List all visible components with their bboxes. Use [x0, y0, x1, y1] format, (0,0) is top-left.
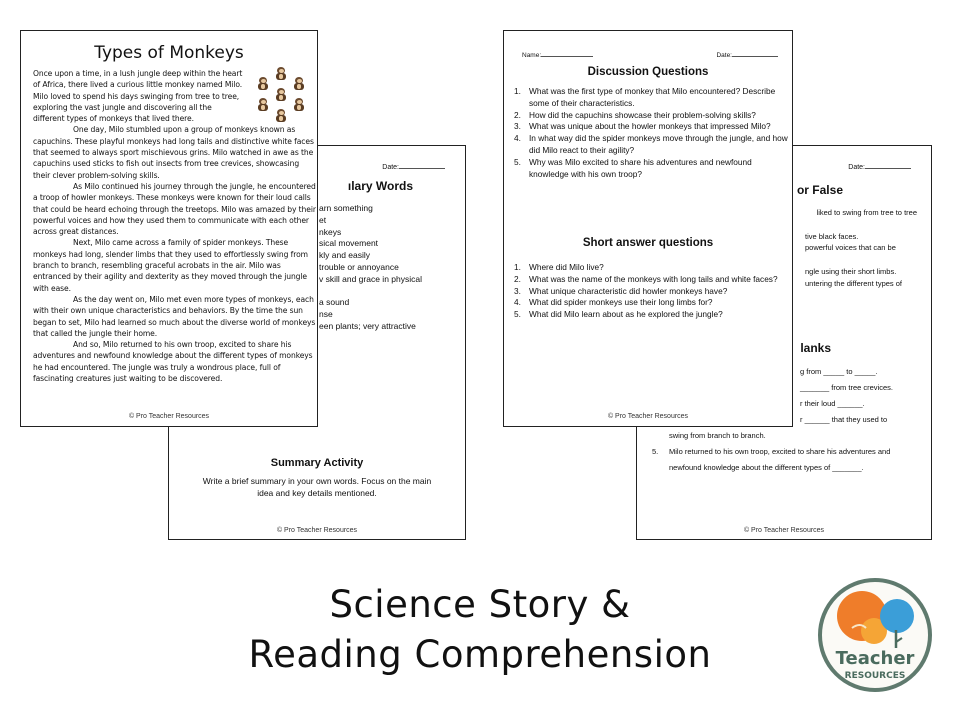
story-paragraph: One day, Milo stumbled upon a group of monkeys known as capuchins. These playful monkeys had long tails and distinctive white faces that seemed to always sport mischievous grins. Milo watched in awe as the capuchins used sticks to fish out insects from tree crevices, showcasing their clever problem-solving skills.	[33, 125, 314, 180]
story-paragraph: Once upon a time, in a lush jungle deep within the heart of Africa, there lived a curious little monkey named Milo. Milo loved to spend his days swinging from tree to tree, exploring the vast jungle and discovering all the different types of monkeys that lived there.	[33, 69, 243, 124]
story-text	[33, 68, 318, 384]
story-paragraph: And so, Milo returned to his own troop, excited to share his adventures and newfound knowledge about the different types of monkeys he had encountered. The jungle was truly a wondrous place, full of fascinating creatures just waiting to be discovered.	[33, 340, 313, 384]
vocab-item: trouble or annoyance	[319, 261, 399, 272]
fill-blank-item: r their loud ______.	[800, 399, 865, 408]
fill-blank-item: Milo returned to his own troop, excited to share his adventures and newfound knowledge about the different types of _______.	[669, 447, 891, 472]
question-item: 4. What did spider monkeys use their long limbs for?	[514, 297, 713, 308]
vocabulary-title: ılary Words	[347, 179, 413, 193]
story-page	[20, 30, 318, 427]
vocabulary-list	[319, 203, 422, 333]
tf-item: untering the different types of	[805, 278, 903, 288]
vocab-item: kly and easily	[319, 250, 371, 261]
svg-text:RESOURCES: RESOURCES	[844, 671, 906, 681]
tf-item: liked to swing from tree to tree	[816, 208, 917, 217]
discussion-questions-title: Discussion Questions	[587, 66, 709, 78]
fill-blanks-title: lanks	[800, 341, 831, 355]
story-paragraph: As Milo continued his journey through the jungle, he encountered a troop of howler monkeys. These monkeys were known for their loud calls that could be heard echoing through the treetops. Milo was amazed by their powerful voices and how they used them to communicate with each other across great distances.	[33, 181, 316, 237]
copyright-footer: © Pro Teacher Resources	[743, 527, 825, 534]
vocab-item: et	[319, 214, 327, 225]
summary-activity-title: Summary Activity	[270, 457, 364, 469]
slide-title-line-2: Reading Comprehension	[248, 633, 712, 676]
story-paragraph: Next, Milo came across a family of spider monkeys. These monkeys had long, slender limbs that they used to effortlessly swing from branch to branch, resembling graceful acrobats in the air. Milo was entranced by their agility and dexterity as they moved through the jungle with ease.	[33, 238, 308, 293]
slide-title-line-1: Science Story &	[329, 583, 631, 626]
copyright-footer: © Pro Teacher Resources	[128, 413, 210, 420]
vocab-item: arn something	[319, 203, 373, 213]
vocab-item	[319, 286, 422, 298]
question-item: 1. Where did Milo live?	[514, 262, 604, 272]
question-item: 1. What was the first type of monkey that Milo encountered? Describe some of their characteristics.	[514, 86, 776, 108]
copyright-footer: © Pro Teacher Resources	[276, 527, 358, 534]
date-field: Date:	[716, 49, 778, 59]
svg-text:Teacher: Teacher	[835, 648, 915, 669]
true-false-title: or False	[796, 183, 843, 197]
question-item: 2. What was the name of the monkeys with long tails and white faces?	[514, 273, 778, 284]
date-field: Date:	[382, 161, 445, 171]
tf-item: ngle using their short limbs.	[805, 266, 897, 276]
question-item: 3. What unique characteristic did howler monkeys have?	[514, 285, 728, 296]
copyright-footer: © Pro Teacher Resources	[607, 413, 689, 420]
vocab-item: nse	[319, 309, 333, 320]
vocab-item: v skill and grace in physical	[319, 273, 422, 284]
question-item: 3. What was unique about the howler monkeys that impressed Milo?	[514, 121, 771, 132]
fill-blank-item: _______ from tree crevices.	[800, 383, 893, 392]
story-title: Types of Monkeys	[94, 43, 244, 63]
fill-blank-item: swing from branch to branch.	[669, 431, 766, 440]
vocab-item: een plants; very attractive	[319, 320, 416, 331]
question-item: 5. Why was Milo excited to share his adventures and newfound knowledge with his own troop?	[514, 156, 752, 179]
discussion-questions-list	[514, 86, 789, 180]
vocab-item: nkeys	[319, 226, 342, 237]
short-answer-list	[514, 262, 789, 321]
name-field: Name:	[522, 49, 593, 59]
teacher-resources-logo	[818, 578, 932, 692]
short-answer-title: Short answer questions	[582, 237, 714, 249]
vocab-item: sical movement	[319, 238, 379, 249]
summary-activity-instructions: Write a brief summary in your own words. Focus on the main idea and key details mentioned.	[202, 476, 432, 498]
logo-graphic-icon	[822, 582, 928, 688]
vocab-item: a sound	[319, 297, 350, 308]
question-item: 2. How did the capuchins showcase their problem-solving skills?	[514, 109, 756, 120]
fill-blank-number: 5.	[652, 447, 659, 456]
fill-blank-item: g from _____ to _____.	[800, 367, 878, 376]
tf-item: tive black faces.	[805, 231, 859, 241]
question-item: 4. In what way did the spider monkeys move through the jungle, and how did Milo react to their agility?	[514, 133, 788, 155]
date-field: Date:	[848, 161, 911, 171]
fill-blank-item: r ______ that they used to	[800, 415, 888, 424]
story-paragraph: As the day went on, Milo met even more types of monkeys, each with their own unique characteristics and behaviors. By the time the sun began to set, Milo had learned so much about the diverse world of monkeys that called the jungle their home.	[33, 294, 316, 338]
question-item: 5. What did Milo learn about as he explored the jungle?	[514, 309, 723, 320]
tf-item: powerful voices that can be	[805, 243, 896, 253]
questions-page	[503, 30, 793, 427]
